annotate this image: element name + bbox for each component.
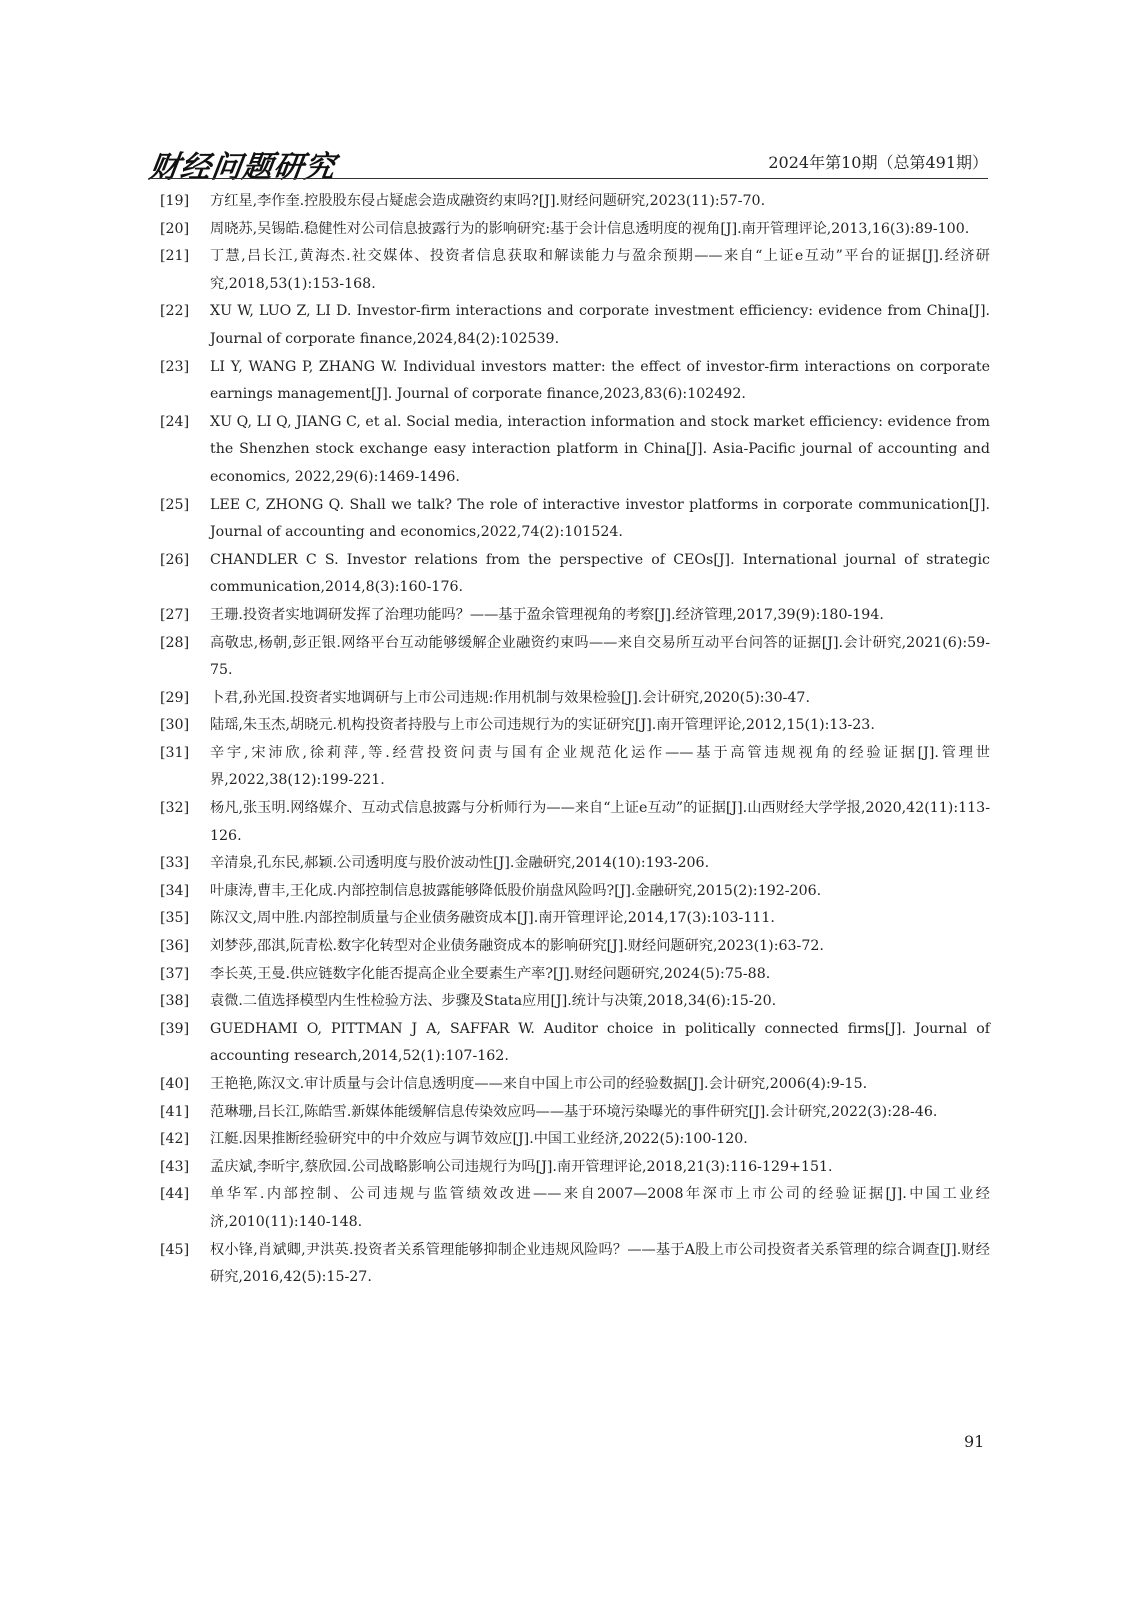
reference-number: [35] <box>160 910 190 927</box>
reference-text: GUEDHAMI O, PITTMAN J A, SAFFAR W. Auditor choice in politically connected firms[J]. Journal of accounting research,2014,52(1):107-162. <box>210 1020 990 1065</box>
page-header <box>147 140 988 185</box>
reference-number: [24] <box>160 413 190 430</box>
reference-text: XU W, LUO Z, LI D. Investor-firm interactions and corporate investment efficiency: evidence from China[J]. Journal of corporate finance,2024,84(2):102539. <box>210 303 990 347</box>
reference-text: 李长英,王曼.供应链数字化能否提高企业全要素生产率?[J].财经问题研究,2024(5):75-88. <box>210 965 771 982</box>
reference-item <box>160 298 990 353</box>
reference-text: 杨凡,张玉明.网络媒介、互动式信息披露与分析师行为——来自“上证e互动”的证据[J].山西财经大学学报,2020,42(11):113-126. <box>210 800 990 844</box>
reference-item <box>160 1237 990 1292</box>
reference-number: [42] <box>160 1131 190 1148</box>
reference-number: [27] <box>160 606 190 623</box>
reference-text: 江艇.因果推断经验研究中的中介效应与调节效应[J].中国工业经济,2022(5):100-120. <box>210 1131 748 1148</box>
reference-text: 权小锋,肖斌卿,尹洪英.投资者关系管理能够抑制企业违规风险吗？——基于A股上市公司投资者关系管理的综合调查[J].财经研究,2016,42(5):15-27. <box>210 1241 990 1286</box>
reference-number: [41] <box>160 1103 190 1120</box>
reference-text: 单华军.内部控制、公司违规与监管绩效改进——来自2007—2008年深市上市公司的经验证据[J].中国工业经济,2010(11):140-148. <box>210 1186 990 1230</box>
reference-number: [34] <box>160 882 190 899</box>
reference-item <box>160 795 990 850</box>
reference-text: 刘梦莎,邵淇,阮青松.数字化转型对企业债务融资成本的影响研究[J].财经问题研究,2023(1):63-72. <box>210 938 824 955</box>
reference-number: [38] <box>160 993 190 1010</box>
reference-text: 袁微.二值选择模型内生性检验方法、步骤及Stata应用[J].统计与决策,2018,34(6):15-20. <box>210 993 777 1010</box>
issue-info: 2024年第10期（总第491期） <box>768 153 988 172</box>
reference-text: 周晓苏,吴锡皓.稳健性对公司信息披露行为的影响研究:基于会计信息透明度的视角[J].南开管理评论,2013,16(3):89-100. <box>210 220 970 237</box>
reference-text: 辛宇,宋沛欣,徐莉萍,等.经营投资问责与国有企业规范化运作——基于高管违规视角的经验证据[J].管理世界,2022,38(12):199-221. <box>210 744 990 789</box>
reference-text: 方红星,李作奎.控股股东侵占疑虑会造成融资约束吗?[J].财经问题研究,2023(11):57-70. <box>210 193 766 209</box>
reference-item <box>160 1181 990 1236</box>
reference-item <box>160 712 990 740</box>
reference-number: [37] <box>160 965 190 982</box>
header-rule <box>150 178 988 179</box>
reference-number: [21] <box>160 248 190 265</box>
reference-item <box>160 1154 990 1182</box>
journal-logo: 财经问题研究 <box>147 150 338 185</box>
reference-text: 辛清泉,孔东民,郝颖.公司透明度与股价波动性[J].金融研究,2014(10):193-206. <box>210 855 710 872</box>
reference-item <box>160 878 990 906</box>
reference-number: [39] <box>160 1020 190 1037</box>
reference-item <box>160 988 990 1016</box>
reference-text: 陈汉文,周中胜.内部控制质量与企业债务融资成本[J].南开管理评论,2014,17(3):103-111. <box>210 910 775 927</box>
reference-text: 王艳艳,陈汉文.审计质量与会计信息透明度——来自中国上市公司的经验数据[J].会计研究,2006(4):9-15. <box>210 1076 868 1092</box>
reference-text: XU Q, LI Q, JIANG C, et al. Social media, interaction information and stock market efficiency: evidence from the Shenzhen stock exchange easy interaction platform in China[J]. Asia-Pacific journal of accounting and economics, 2022,29(6):1469-1496. <box>210 413 990 485</box>
reference-text: 叶康涛,曹丰,王化成.内部控制信息披露能够降低股价崩盘风险吗?[J].金融研究,2015(2):192-206. <box>210 882 822 899</box>
reference-text: 范琳珊,吕长江,陈皓雪.新媒体能缓解信息传染效应吗——基于环境污染曝光的事件研究[J].会计研究,2022(3):28-46. <box>210 1103 938 1120</box>
reference-number: [26] <box>160 551 190 568</box>
reference-item <box>160 492 990 547</box>
reference-item <box>160 961 990 989</box>
reference-number: [28] <box>160 634 190 651</box>
reference-item <box>160 1071 990 1099</box>
reference-number: [33] <box>160 855 190 872</box>
reference-item <box>160 1099 990 1127</box>
reference-number: [20] <box>160 220 190 237</box>
reference-item <box>160 602 990 630</box>
reference-item <box>160 188 990 216</box>
reference-list <box>160 188 990 1292</box>
reference-number: [23] <box>160 358 190 375</box>
reference-number: [44] <box>160 1186 190 1203</box>
page-number: 91 <box>964 1432 985 1451</box>
reference-item <box>160 850 990 878</box>
reference-item <box>160 630 990 685</box>
reference-item <box>160 216 990 244</box>
reference-text: 卜君,孙光国.投资者实地调研与上市公司违规:作用机制与效果检验[J].会计研究,2020(5):30-47. <box>210 689 810 706</box>
reference-number: [45] <box>160 1241 190 1258</box>
reference-item <box>160 933 990 961</box>
reference-item <box>160 905 990 933</box>
reference-text: 王珊.投资者实地调研发挥了治理功能吗？——基于盈余管理视角的考察[J].经济管理,2017,39(9):180-194. <box>210 606 884 623</box>
reference-text: LI Y, WANG P, ZHANG W. Individual investors matter: the effect of investor-firm interactions on corporate earnings management[J]. Journal of corporate finance,2023,83(6):102492. <box>210 358 990 403</box>
reference-number: [22] <box>160 303 190 320</box>
reference-text: 丁慧,吕长江,黄海杰.社交媒体、投资者信息获取和解读能力与盈余预期——来自“上证e互动”平台的证据[J].经济研究,2018,53(1):153-168. <box>210 248 990 292</box>
reference-number: [36] <box>160 938 190 955</box>
reference-number: [30] <box>160 717 190 734</box>
reference-number: [43] <box>160 1158 190 1175</box>
reference-text: 孟庆斌,李昕宇,蔡欣园.公司战略影响公司违规行为吗[J].南开管理评论,2018,21(3):116-129+151. <box>210 1158 833 1175</box>
reference-number: [32] <box>160 800 190 817</box>
reference-item <box>160 547 990 602</box>
reference-text: 陆瑶,朱玉杰,胡晓元.机构投资者持股与上市公司违规行为的实证研究[J].南开管理评论,2012,15(1):13-23. <box>210 717 875 734</box>
reference-number: [25] <box>160 496 190 513</box>
reference-item <box>160 740 990 795</box>
reference-text: CHANDLER C S. Investor relations from the perspective of CEOs[J]. International journal of strategic communication,2014,8(3):160-176. <box>210 551 990 596</box>
reference-number: [31] <box>160 744 190 761</box>
reference-item <box>160 409 990 492</box>
reference-item <box>160 1016 990 1071</box>
reference-text: LEE C, ZHONG Q. Shall we talk? The role of interactive investor platforms in corporate communication[J]. Journal of accounting and economics,2022,74(2):101524. <box>210 496 990 541</box>
reference-item <box>160 1126 990 1154</box>
reference-text: 高敬忠,杨朝,彭正银.网络平台互动能够缓解企业融资约束吗——来自交易所互动平台问答的证据[J].会计研究,2021(6):59-75. <box>210 634 990 679</box>
reference-item <box>160 243 990 298</box>
reference-number: [40] <box>160 1076 190 1092</box>
reference-number: [29] <box>160 689 190 706</box>
reference-number: [19] <box>160 193 190 209</box>
reference-item <box>160 685 990 713</box>
reference-item <box>160 354 990 409</box>
